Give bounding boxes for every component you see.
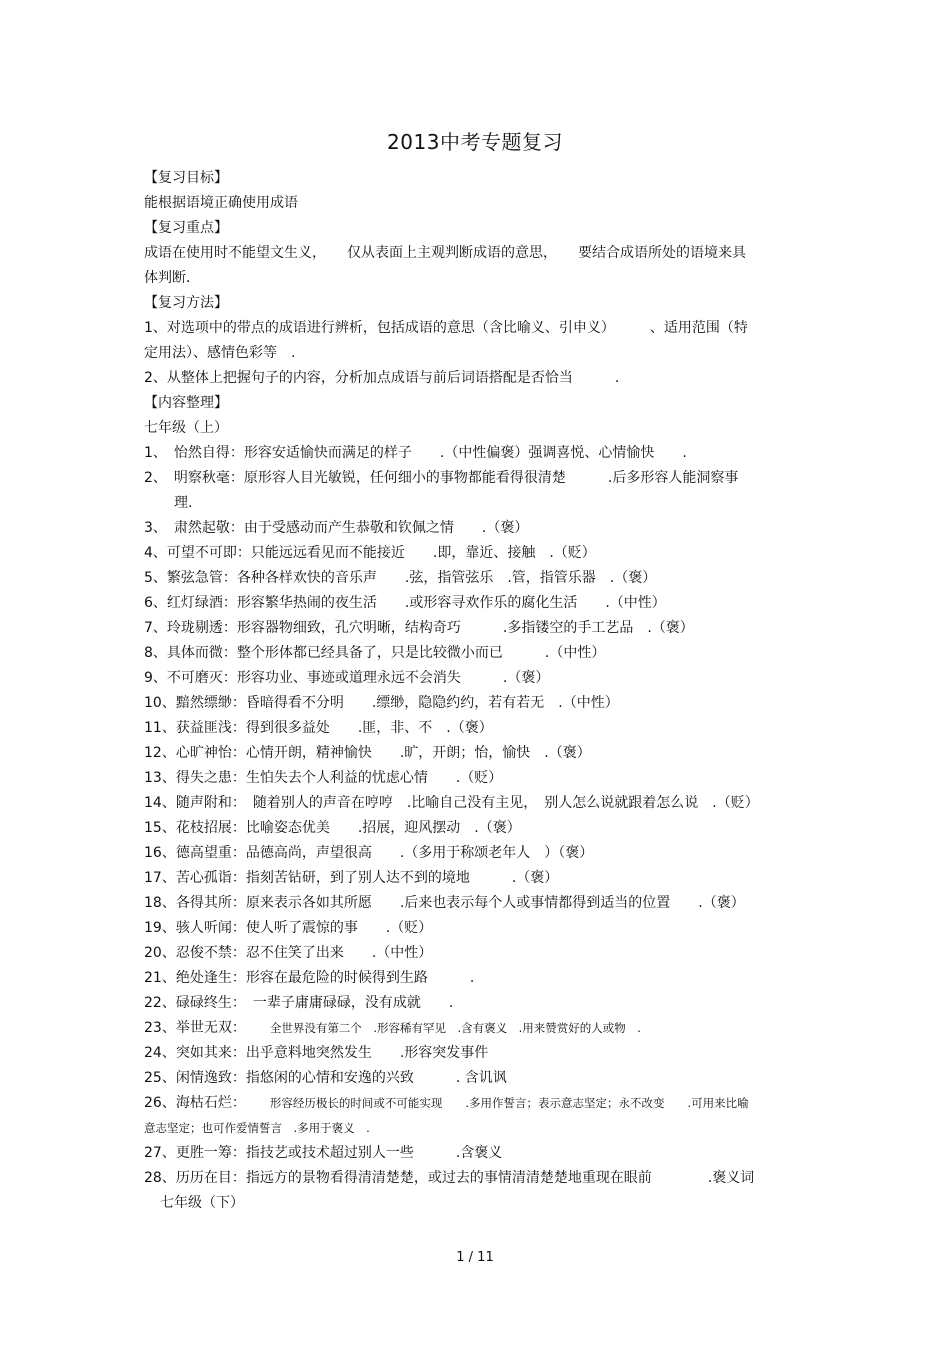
section-heading: 【复习方法】 xyxy=(144,295,228,311)
document-body xyxy=(144,166,804,1216)
document-title: 2013中考专题复习 xyxy=(387,130,563,154)
idiom-entry: 28、历历在目：指远方的景物看得清清楚楚，或过去的事情清清楚楚地重现在眼前 .褒义词 xyxy=(144,1170,755,1186)
idiom-entry: 8、具体而微：整个形体都已经具备了，只是比较微小而已 .（中性） xyxy=(144,645,606,661)
idiom-entry: 20、忍俊不禁：忍不住笑了出来 .（中性） xyxy=(144,945,433,961)
idiom-entry: 5、繁弦急管：各种各样欢快的音乐声 .弦，指管弦乐 .管，指管乐器 .（褒） xyxy=(144,570,657,586)
idiom-entry: 17、苦心孤诣：指刻苦钻研，到了别人达不到的境地 .（褒） xyxy=(144,870,559,886)
idiom-entry: 10、黯然缥缈：昏暗得看不分明 .缥缈，隐隐约约，若有若无 .（中性） xyxy=(144,695,619,711)
page-number: 1 / 11 xyxy=(456,1250,494,1265)
idiom-entry: 3、 肃然起敬：由于受感动而产生恭敬和钦佩之情 .（褒） xyxy=(144,520,529,536)
section-heading: 【内容整理】 xyxy=(144,395,228,411)
idiom-entry: 2、 明察秋毫：原形容人目光敏锐，任何细小的事物都能看得很清楚 .后多形容人能洞察事 xyxy=(144,470,739,486)
idiom-definition: 形容经历极长的时间或不可能实现 .多用作誓言；表示意志坚定；永不改变 .可用来比喻 xyxy=(269,1096,749,1110)
idiom-entry: 6、红灯绿酒：形容繁华热闹的夜生活 .或形容寻欢作乐的腐化生活 .（中性） xyxy=(144,595,666,611)
idiom-definition: 全世界没有第二个 .形容稀有罕见 .含有褒义 .用来赞赏好的人或物 . xyxy=(269,1021,641,1035)
idiom-entry xyxy=(144,1091,804,1116)
idiom-entry: 24、突如其来：出乎意料地突然发生 .形容突发事件 xyxy=(144,1045,489,1061)
idiom-entry: 13、得失之患：生怕失去个人利益的忧虑心情 .（贬） xyxy=(144,770,503,786)
idiom-head: 26、海枯石烂： xyxy=(144,1095,246,1111)
paragraph-line: 体判断． xyxy=(144,270,200,286)
idiom-entry: 18、各得其所：原来表示各如其所愿 .后来也表示每个人或事情都得到适当的位置 .（褒） xyxy=(144,895,745,911)
idiom-entry xyxy=(144,1016,804,1041)
paragraph-line: 2、从整体上把握句子的内容，分析加点成语与前后词语搭配是否恰当 . xyxy=(144,370,620,386)
idiom-entry: 11、获益匪浅：得到很多益处 .匪，非、不 .（褒） xyxy=(144,720,493,736)
grade-heading: 七年级（上） xyxy=(144,420,228,436)
idiom-entry-continued: 意志坚定；也可作爱情誓言 .多用于褒义 . xyxy=(144,1121,370,1135)
idiom-entry: 21、绝处逢生：形容在最危险的时候得到生路 . xyxy=(144,970,475,986)
idiom-head: 23、举世无双： xyxy=(144,1020,246,1036)
idiom-entry: 22、碌碌终生： 一辈子庸庸碌碌，没有成就 . xyxy=(144,995,454,1011)
idiom-entry: 15、花枝招展：比喻姿态优美 .招展，迎风摆动 .（褒） xyxy=(144,820,521,836)
idiom-entry: 27、更胜一筹：指技艺或技术超过别人一些 .含褒义 xyxy=(144,1145,503,1161)
idiom-entry: 9、不可磨灭：形容功业、事迹或道理永远不会消失 .（褒） xyxy=(144,670,550,686)
paragraph-line: 定用法）、感情色彩等 . xyxy=(144,345,296,361)
paragraph-line: 1、对选项中的带点的成语进行辨析，包括成语的意思（含比喻义、引申义） 、适用范围（特 xyxy=(144,320,748,336)
idiom-entry: 1、 怡然自得：形容安适愉快而满足的样子 .（中性偏褒）强调喜悦、心情愉快 . xyxy=(144,445,687,461)
idiom-entry: 4、可望不可即：只能远远看见而不能接近 .即，靠近、接触 .（贬） xyxy=(144,545,596,561)
idiom-entry-continued: 理. xyxy=(174,495,193,511)
section-heading: 【复习重点】 xyxy=(144,220,228,236)
paragraph-line: 能根据语境正确使用成语 xyxy=(144,195,298,211)
idiom-entry: 12、心旷神怡：心情开朗，精神愉快 .旷，开朗；怡，愉快 .（褒） xyxy=(144,745,591,761)
grade-heading: 七年级（下） xyxy=(160,1195,244,1211)
paragraph-line: 成语在使用时不能望文生义， 仅从表面上主观判断成语的意思， 要结合成语所处的语境来具 xyxy=(144,245,746,261)
idiom-entry: 19、骇人听闻：使人听了震惊的事 .（贬） xyxy=(144,920,433,936)
idiom-entry: 14、随声附和： 随着别人的声音在哼哼 .比喻自己没有主见， 别人怎么说就跟着怎么说 .（贬） xyxy=(144,795,759,811)
section-heading: 【复习目标】 xyxy=(144,170,228,186)
idiom-entry: 7、玲珑剔透：形容器物细致，孔穴明晰，结构奇巧 .多指镂空的手工艺品 .（褒） xyxy=(144,620,694,636)
idiom-entry: 16、德高望重：品德高尚，声望很高 .（多用于称颂老年人 ）（褒） xyxy=(144,845,594,861)
idiom-entry: 25、闲情逸致：指悠闲的心情和安逸的兴致 . 含讥讽 xyxy=(144,1070,507,1086)
